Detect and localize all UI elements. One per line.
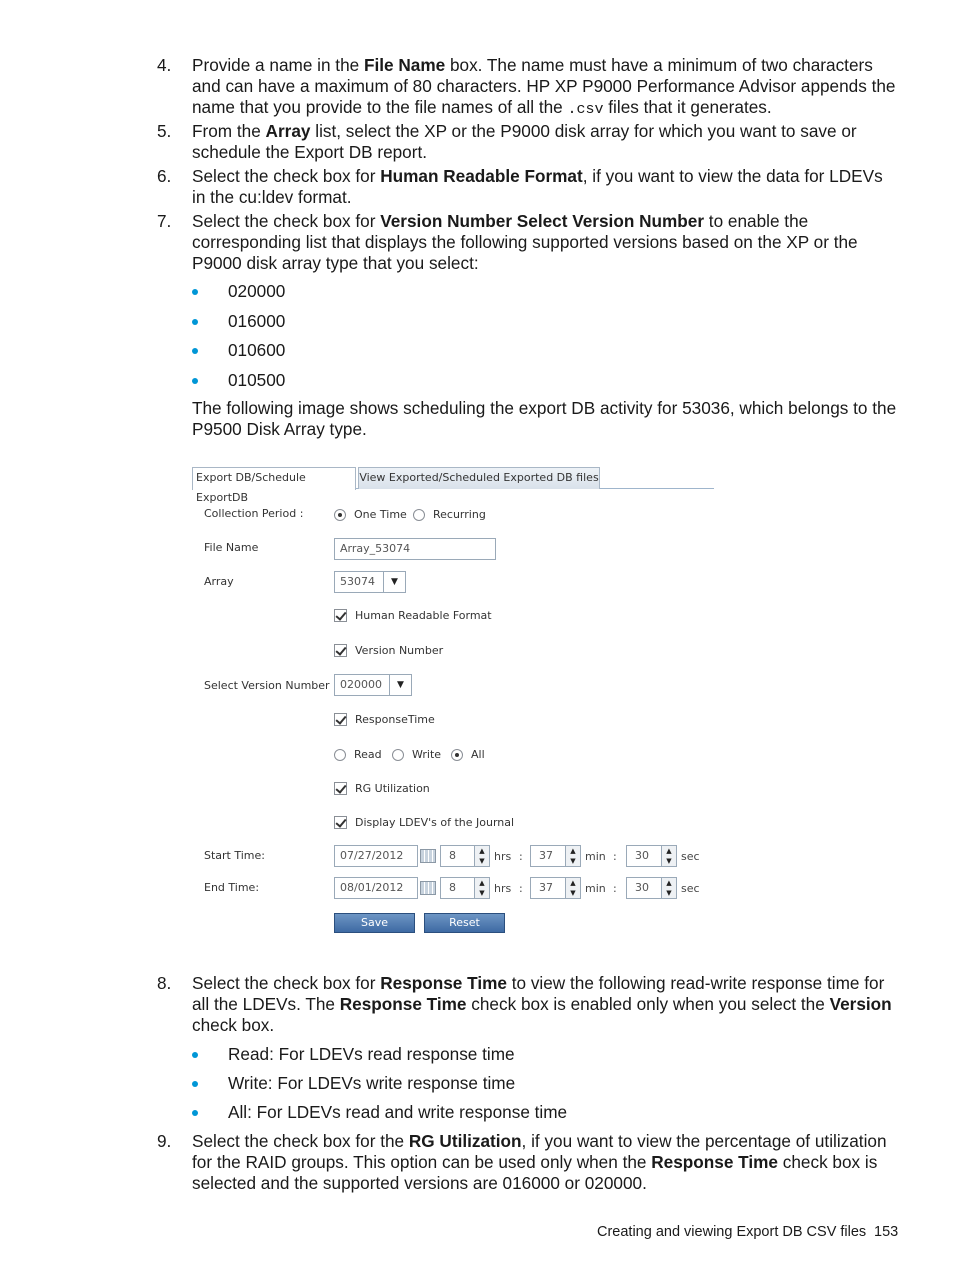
text-run: check box is selected and the supported versions are 016000 or 020000. — [192, 1152, 878, 1193]
radio-selected-icon[interactable] — [334, 509, 346, 521]
option-label: Display LDEV's of the Journal — [355, 816, 515, 829]
sec-unit: sec — [681, 850, 700, 863]
bullet-icon — [192, 1052, 198, 1058]
text-run: check box. — [192, 1015, 275, 1035]
option-label: Human Readable Format — [355, 609, 492, 622]
start-time-label: Start Time: — [204, 849, 265, 862]
file-name-field[interactable]: Array_53074 — [334, 538, 496, 560]
step-number: 4. — [157, 55, 172, 75]
text-run: , if you want to view the percentage of utilization for the RAID groups. This option can be used only when the — [192, 1131, 887, 1172]
footer-title: Creating and viewing Export DB CSV files — [597, 1224, 867, 1240]
export-db-screenshot — [192, 465, 716, 940]
select-version-label: Select Version Number — [204, 679, 330, 692]
step-number: 9. — [157, 1131, 172, 1151]
min-unit: min — [585, 850, 606, 863]
end-time-label: End Time: — [204, 881, 260, 894]
option-label: Read — [354, 748, 382, 761]
radio-selected-icon[interactable] — [451, 749, 463, 761]
chevron-down-icon[interactable]: ▼ — [383, 572, 405, 592]
end-hrs-stepper[interactable] — [440, 877, 490, 899]
list-item-text: Write: For LDEVs write response time — [228, 1073, 516, 1093]
checkbox-checked-icon[interactable] — [334, 644, 347, 657]
stepper-value: 8 — [449, 849, 456, 862]
separator: : — [613, 850, 617, 863]
text-run: From the — [192, 121, 266, 141]
save-button[interactable]: Save — [334, 913, 415, 933]
option-label: Version Number — [355, 644, 444, 657]
list-item-text: Read: For LDEVs read response time — [228, 1044, 515, 1064]
text-run: files that it generates. — [603, 97, 772, 117]
recurring-option[interactable] — [413, 508, 486, 521]
end-sec-stepper[interactable] — [626, 877, 677, 899]
option-label: All — [471, 748, 485, 761]
text-run: Select the check box for — [192, 211, 381, 231]
step-number: 6. — [157, 166, 172, 186]
text-run: Provide a name in the — [192, 55, 364, 75]
bullet-icon — [192, 1081, 198, 1087]
end-date-field[interactable]: 08/01/2012 — [334, 877, 418, 899]
end-min-stepper[interactable] — [530, 877, 581, 899]
bullet-icon — [192, 1110, 198, 1116]
stepper-value: 8 — [449, 881, 456, 894]
bold-term: Response Time — [339, 994, 467, 1014]
step-text — [192, 1131, 898, 1194]
spinner-arrows-icon[interactable]: ▲ ▼ — [661, 846, 676, 866]
stepper-value: 30 — [635, 881, 649, 894]
version-value: 010500 — [228, 370, 286, 390]
text-run: box. The name must have a minimum of two characters and can have a maximum of 80 characters. HP XP P9000 Performance Advisor appends the name that you provide to the file names of all the — [192, 55, 896, 117]
bold-term: RG Utilization — [408, 1131, 522, 1151]
bold-term: Response Time — [651, 1152, 778, 1172]
spinner-arrows-icon[interactable]: ▲ ▼ — [565, 878, 580, 898]
text-run: list, select the XP or the P9000 disk array for which you want to save or schedule the Export DB report. — [192, 121, 857, 162]
tab-export-db[interactable]: Export DB/Schedule ExportDB — [192, 467, 356, 490]
hrs-unit: hrs — [494, 850, 512, 863]
bold-term: Version — [829, 994, 892, 1014]
bold-term: Human Readable Format — [380, 166, 583, 186]
bold-term: Response Time — [380, 973, 507, 993]
text-run: to view the following read-write response time for all the LDEVs. The — [192, 973, 885, 1014]
bold-term: File Name — [363, 55, 446, 75]
array-select[interactable] — [334, 571, 406, 593]
step-number: 5. — [157, 121, 172, 141]
option-label: Recurring — [433, 508, 486, 521]
separator: : — [613, 882, 617, 895]
spinner-arrows-icon[interactable]: ▲ ▼ — [565, 846, 580, 866]
chevron-down-icon[interactable]: ▼ — [389, 675, 411, 695]
step-text — [192, 55, 898, 120]
step-number: 8. — [157, 973, 172, 993]
checkbox-checked-icon[interactable] — [334, 816, 347, 829]
bold-term: Array — [265, 121, 311, 141]
reset-button[interactable]: Reset — [424, 913, 505, 933]
version-value: 010600 — [228, 340, 286, 360]
version-value: 020000 — [228, 281, 286, 301]
display-ldev-checkbox[interactable] — [334, 816, 514, 829]
bullet-icon — [192, 289, 198, 295]
start-min-stepper[interactable] — [530, 845, 581, 867]
write-option[interactable] — [392, 748, 441, 761]
text-run: check box is enabled only when you select the — [466, 994, 830, 1014]
step-text — [192, 121, 898, 163]
list-item-text: All: For LDEVs read and write response time — [228, 1102, 568, 1122]
checkbox-checked-icon[interactable] — [334, 609, 347, 622]
text-run: Select the check box for the — [192, 1131, 409, 1151]
selected-value: 020000 — [340, 678, 382, 691]
option-label: One Time — [354, 508, 407, 521]
all-option[interactable] — [451, 748, 485, 761]
spinner-arrows-icon[interactable]: ▲ ▼ — [474, 846, 489, 866]
page-number: 153 — [874, 1224, 899, 1240]
spinner-arrows-icon[interactable]: ▲ ▼ — [661, 878, 676, 898]
separator: : — [519, 882, 523, 895]
start-sec-stepper[interactable] — [626, 845, 677, 867]
bold-term: Version Number Select Version Number — [380, 211, 705, 231]
version-number-checkbox[interactable] — [334, 644, 443, 657]
step-text — [192, 973, 898, 1036]
stepper-value: 30 — [635, 849, 649, 862]
tab-bar — [192, 465, 714, 504]
tab-view-exported[interactable]: View Exported/Scheduled Exported DB files — [358, 467, 600, 489]
calendar-icon[interactable] — [420, 881, 436, 895]
collection-period-label: Collection Period : — [204, 507, 304, 520]
array-label: Array — [204, 575, 234, 588]
version-select[interactable] — [334, 674, 412, 696]
checkbox-checked-icon[interactable] — [334, 713, 347, 726]
calendar-icon[interactable] — [420, 849, 436, 863]
checkbox-checked-icon[interactable] — [334, 782, 347, 795]
radio-icon[interactable] — [392, 749, 404, 761]
hrs-unit: hrs — [494, 882, 512, 895]
code-text: .csv — [567, 101, 604, 118]
read-option[interactable] — [334, 748, 382, 761]
radio-icon[interactable] — [334, 749, 346, 761]
min-unit: min — [585, 882, 606, 895]
stepper-value: 37 — [539, 849, 553, 862]
rg-utilization-checkbox[interactable] — [334, 782, 430, 795]
separator: : — [519, 850, 523, 863]
file-name-label: File Name — [204, 541, 259, 554]
step-text — [192, 166, 898, 208]
bullet-icon — [192, 378, 198, 384]
response-time-checkbox[interactable] — [334, 713, 435, 726]
option-label: Write — [412, 748, 442, 761]
radio-icon[interactable] — [413, 509, 425, 521]
text-run: Select the check box for — [192, 166, 381, 186]
human-readable-checkbox[interactable] — [334, 609, 492, 622]
sec-unit: sec — [681, 882, 700, 895]
text-run: , if you want to view the data for LDEVs in the cu:ldev format. — [192, 166, 883, 207]
image-intro: The following image shows scheduling the export DB activity for 53036, which belongs to the P9500 Disk Array type. — [192, 398, 897, 439]
option-label: ResponseTime — [355, 713, 435, 726]
bullet-icon — [192, 348, 198, 354]
start-date-field[interactable]: 07/27/2012 — [334, 845, 418, 867]
option-label: RG Utilization — [355, 782, 430, 795]
spinner-arrows-icon[interactable]: ▲ ▼ — [474, 878, 489, 898]
stepper-value: 37 — [539, 881, 553, 894]
text-run: Select the check box for — [192, 973, 381, 993]
one-time-option[interactable] — [334, 508, 407, 521]
bullet-icon — [192, 319, 198, 325]
text-run: to enable the corresponding list that displays the following supported versions based on the XP or the P9000 disk array type that you select: — [192, 211, 858, 273]
selected-value: 53074 — [340, 575, 375, 588]
step-number: 7. — [157, 211, 172, 231]
step-text — [192, 211, 898, 274]
version-value: 016000 — [228, 311, 286, 331]
start-hrs-stepper[interactable] — [440, 845, 490, 867]
